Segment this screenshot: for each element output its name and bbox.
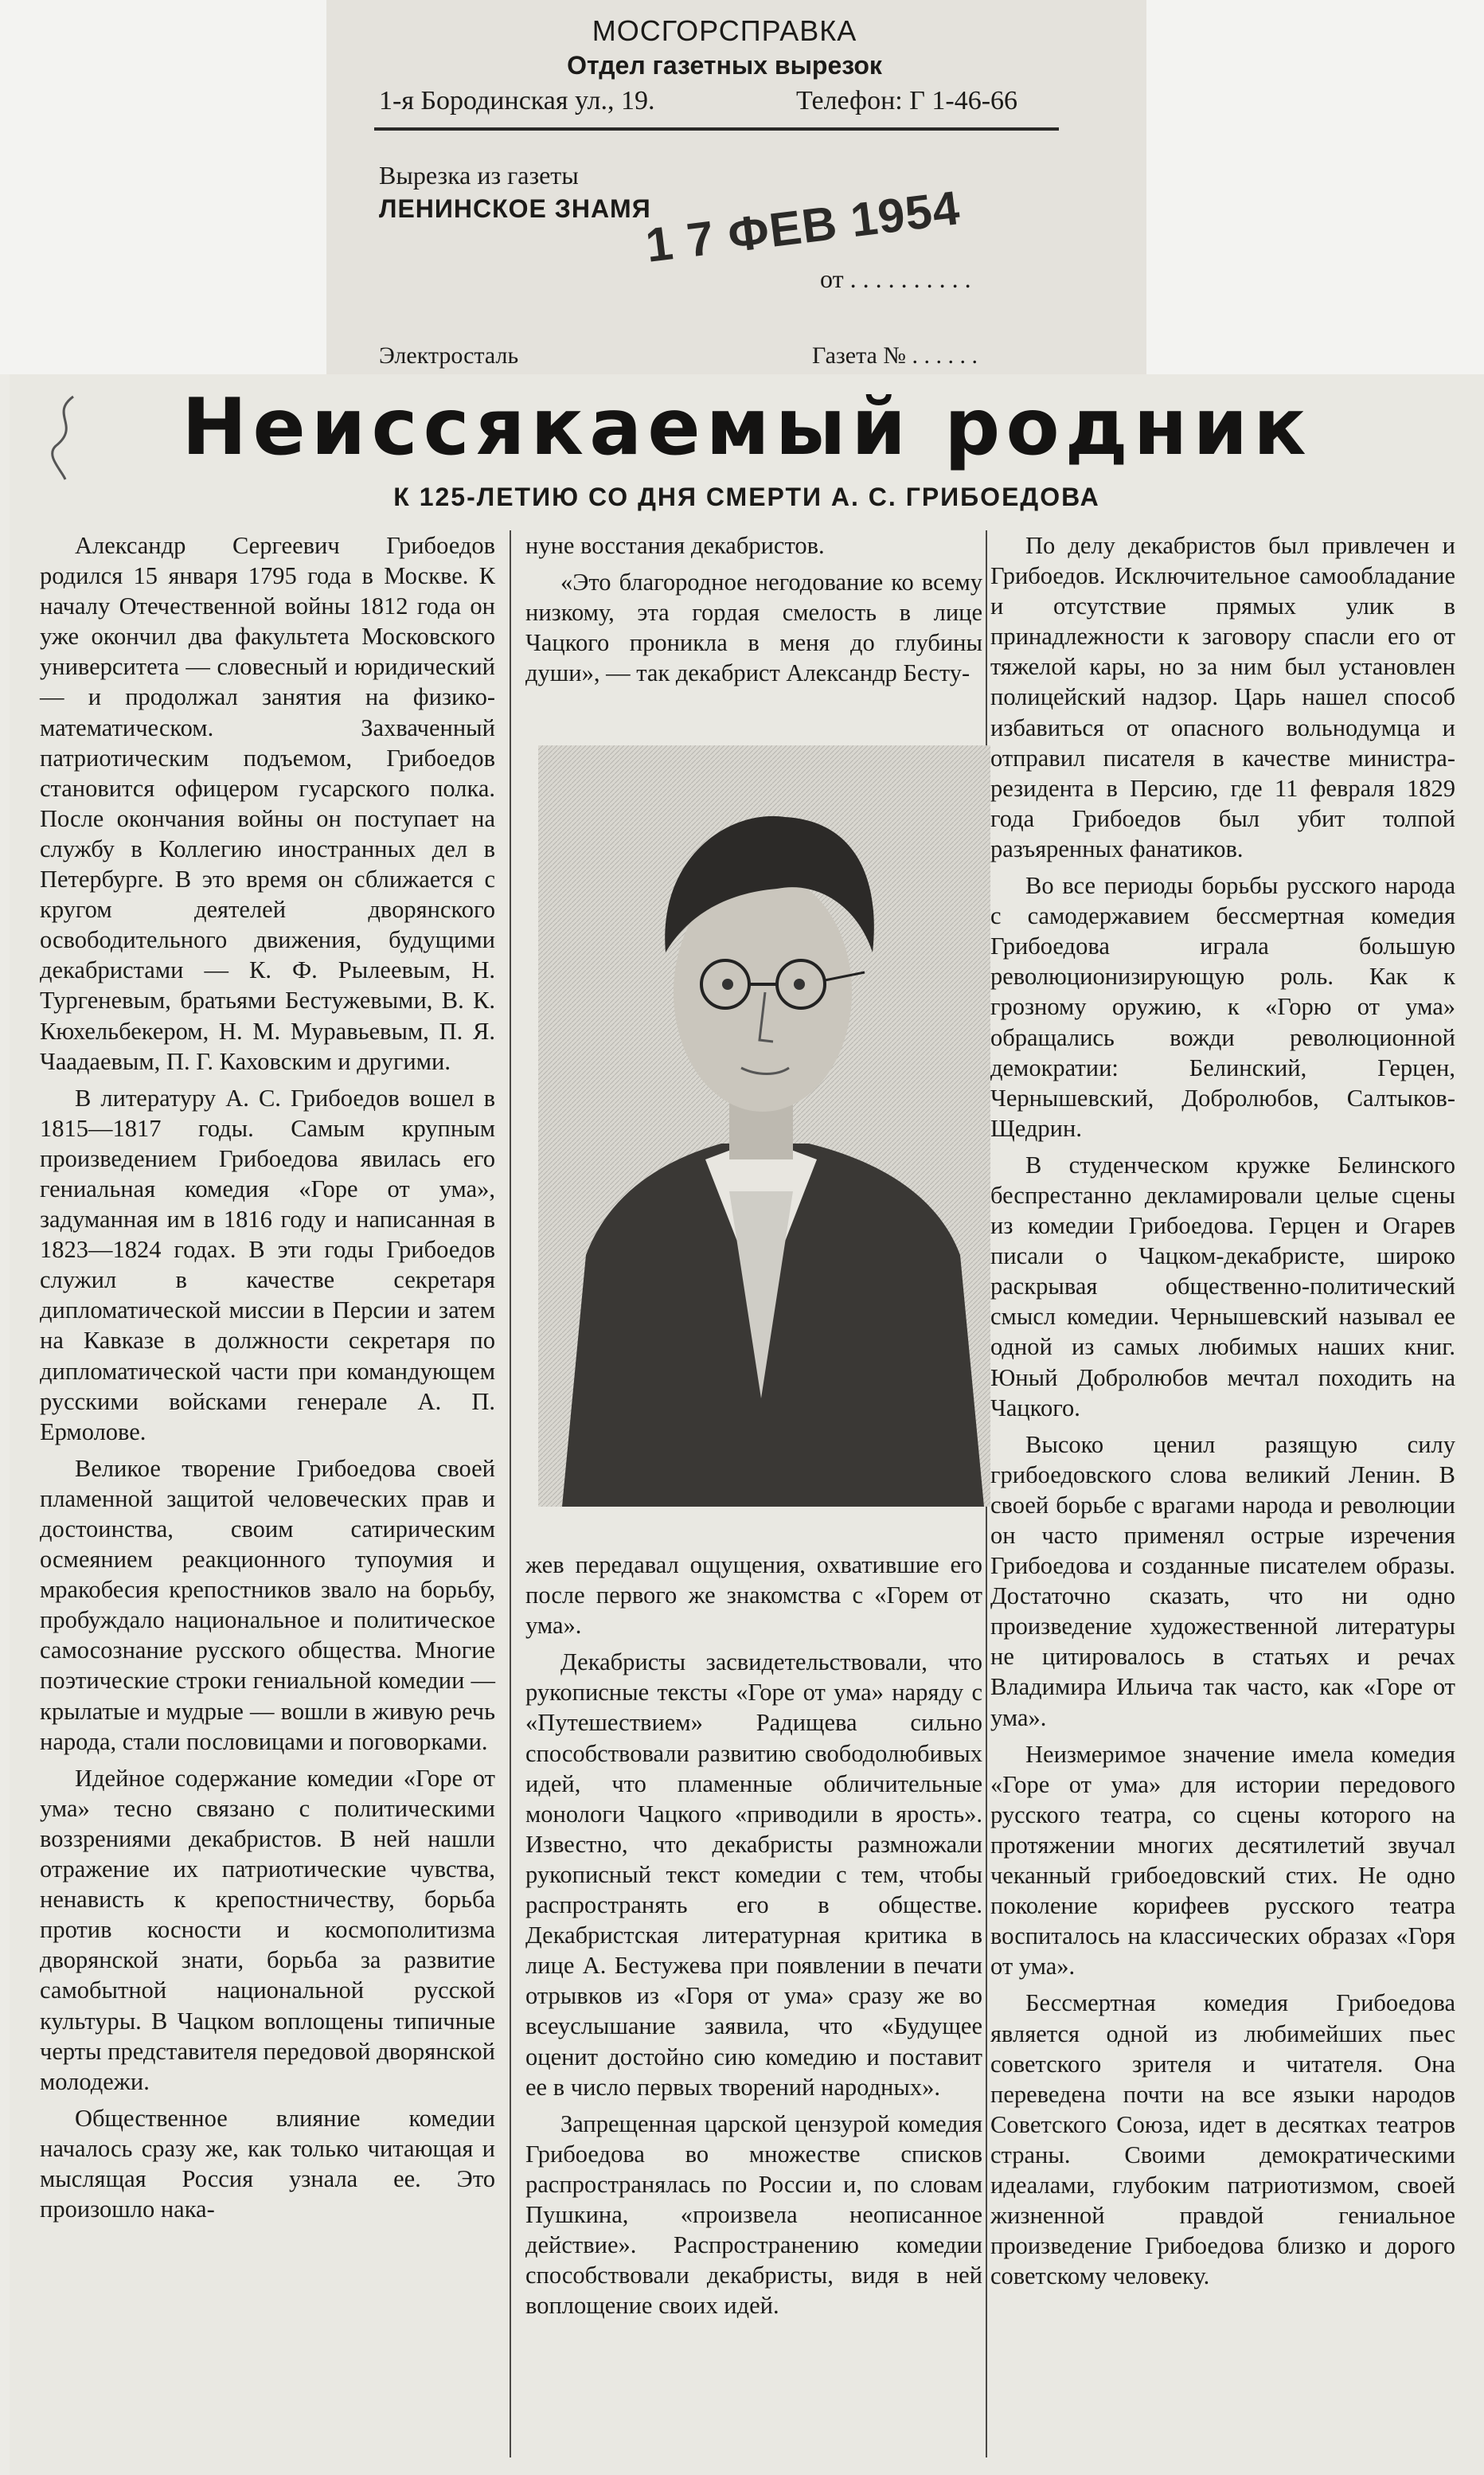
paragraph: «Это благородное негодование ко всему низкому, эта гордая смелость в лице Чацкого проникла в меня до глубины души», — так декабрист Александр Бесту- (525, 569, 982, 687)
paragraph: Идейное содержание комедии «Горе от ума» тесно связано с политическими воззрениями декабристов. В ней нашли отражение их патриотические чувства, ненависть к крепостничеству, борьба против косности и космополитизма дворянской знати, борьба за развитие самобытной национальной русской культуры. В Чацком воплощены типичные черты представителя передовой дворянской молодежи. (40, 1764, 495, 2095)
address: 1-я Бородинская ул., 19. (379, 86, 655, 115)
newspaper-clipping (10, 374, 1484, 2475)
paragraph: Во все периоды борьбы русского народа с самодержавием бессмертная комедия Грибоедова играла большую революционизирующую роль. Как к грозному оружию, к «Горю от ума» обращались вожди революционной демократии: Белинский, Герцен, Чернышевский, Добролюбов, Салтыков-Щедрин. (990, 872, 1455, 1142)
city: Электросталь (379, 342, 519, 369)
paragraph: По делу декабристов был привлечен и Грибоедов. Исключительное самообладание и отсутствие прямых улик в принадлежности к заговору спасли его от тяжелой кары, но за ним был установлен полицейский надзор. Царь нашел способ избавиться от опасного вольнодумца и отправил писателя в качестве министра-резидента в Персию, где 11 февраля 1829 года Грибоедов был убит толпой разъяренных фанатиков. (990, 532, 1455, 862)
paragraph: Неизмеримое значение имела комедия «Горе от ума» для истории передового русского театра, со сцены которого на протяжении многих десятилетий звучал чеканный грибоедовский стих. Не одно поколение корифеев русского театра воспиталось на классических образах «Горя от ума». (990, 1740, 1455, 1980)
issue-label: Газета № . . . . . . (812, 342, 978, 369)
label-divider (374, 127, 1059, 131)
date-stamp: 1 7 ФЕВ 1954 (642, 181, 963, 272)
paragraph: Александр Сергеевич Грибоедов родился 15 января 1795 года в Москве. К началу Отечественной войны 1812 года он уже окончил два факультета Московского университета — словесный и юридический — и продолжал занятия на физико-математическом. Захваченный патриотическим подъемом, Грибоедов становится офицером гусарского полка. После окончания войны он поступает на службу в Коллегию иностранных дел в Петербурге. В это время он сближается с кругом деятелей дворянского освободительного движения, будущими декабристами — К. Ф. Рылеевым, Н. Тургеневым, братьями Бестужевыми, В. К. Кюхельбекером, Н. М. Муравьевым, П. Я. Чаадаевым, П. Г. Каховским и другими. (40, 532, 495, 1075)
newspaper-name: ЛЕНИНСКОЕ ЗНАМЯ (379, 194, 651, 223)
background-right (1146, 0, 1484, 374)
griboedov-portrait (538, 745, 990, 1507)
department-name: Отдел газетных вырезок (567, 51, 882, 80)
background-left (0, 0, 326, 374)
paragraph: Общественное влияние комедии началось сразу же, как только читающая и мыслящая Россия узнала ее. Это произошло нака- (40, 2104, 495, 2223)
column-1 (40, 530, 495, 2231)
paragraph: Высоко ценил разящую силу грибоедовского слова великий Ленин. В своей борьбе с врагами народа и революции он часто применял острые изречения Грибоедова и созданные писателем образы. Достаточно сказать, что ни одно произведение художественной литературы не цитировалось в статьях и речах Владимира Ильича так часто, как «Горе от ума». (990, 1430, 1455, 1731)
paragraph: Запрещенная царской цензурой комедия Грибоедова во множестве списков распространялась по России и, по словам Пушкина, «произвела неописанное действие». Распространению комедии способствовали декабристы, видя в ней воплощение своих идей. (525, 2109, 982, 2320)
paragraph: Бессмертная комедия Грибоедова является одной из любимейших пьес советского зрителя и читателя. Она переведена почти на все языки народов Советского Союза, идет в десятках театров страны. Своими демократическими идеалами, глубоким патриотизмом, своей жизненной правдой гениальное произведение Грибоедова близко и дорого советскому человеку. (990, 1989, 1455, 2290)
paragraph: Великое творение Грибоедова своей пламенной защитой человеческих прав и достоинства, своим сатирическим осмеянием реакционного тупоумия и мракобесия крепостников звало на борьбу, пробуждало национальное и политическое самосознание русского общества. Многие поэтические строки гениальной комедии — крылатые и мудрые — вошли в живую речь народа, стали пословицами и поговорками. (40, 1454, 495, 1755)
column-divider (510, 530, 511, 2457)
paragraph: Декабристы засвидетельствовали, что рукописные тексты «Горе от ума» наряду с «Путешествием» Радищева сильно способствовали развитию свободолюбивых идей, что пламенные обличительные монологи Чацкого «приводили в ярость». Известно, что декабристы размножали рукописный текст комедии с тем, чтобы распространять его в обществе. Декабристская литературная критика в лице А. Бестужева при появлении в печати отрывков из «Горя от ума» сразу же во всеуслышание заявила, что «Будущее оценит достойно сию комедию и поставит ее в число первых творений народных». (525, 1648, 982, 2101)
article-title: Неиссякаемый родник (182, 382, 1312, 473)
article-subtitle: К 125-ЛЕТИЮ СО ДНЯ СМЕРТИ А. С. ГРИБОЕДОВА (393, 483, 1100, 511)
org-name: МОСГОРСПРАВКА (592, 14, 857, 47)
column-2-bottom (525, 1550, 982, 2327)
clipping-service-label (326, 0, 1146, 374)
portrait-image-icon (538, 745, 990, 1507)
paragraph: нуне восстания декабристов. (525, 532, 825, 559)
column-2-top (525, 530, 982, 694)
cut-from-label: Вырезка из газеты (379, 161, 579, 190)
paragraph: жев передавал ощущения, охватившие его после первого же знакомства с «Горем от ума». (525, 1551, 982, 1640)
date-prefix: от . . . . . . . . . . (820, 264, 971, 293)
column-3 (990, 530, 1455, 2297)
phone: Телефон: Г 1-46-66 (796, 86, 1018, 115)
paragraph: В студенческом кружке Белинского беспрестанно декламировали целые сцены из комедии Грибоедова. Герцен и Огарев писали о Чацком-декабристе, широко раскрывая общественно-политический смысл комедии. Чернышевский называл ее одной из самых любимых наших книг. Юный Добролюбов мечтал походить на Чацкого. (990, 1151, 1455, 1421)
paragraph: В литературу А. С. Грибоедов вошел в 1815—1817 годы. Самым крупным произведением Грибоедова явилась его гениальная комедия «Горе от ума», задуманная им в 1816 году и написанная в 1823—1824 годах. В эти годы Грибоедов служил в качестве секретаря дипломатической миссии в Персии и затем на Кавказе в должности секретаря по дипломатической части при командующем русскими войсками генерале А. П. Ермолове. (40, 1084, 495, 1445)
